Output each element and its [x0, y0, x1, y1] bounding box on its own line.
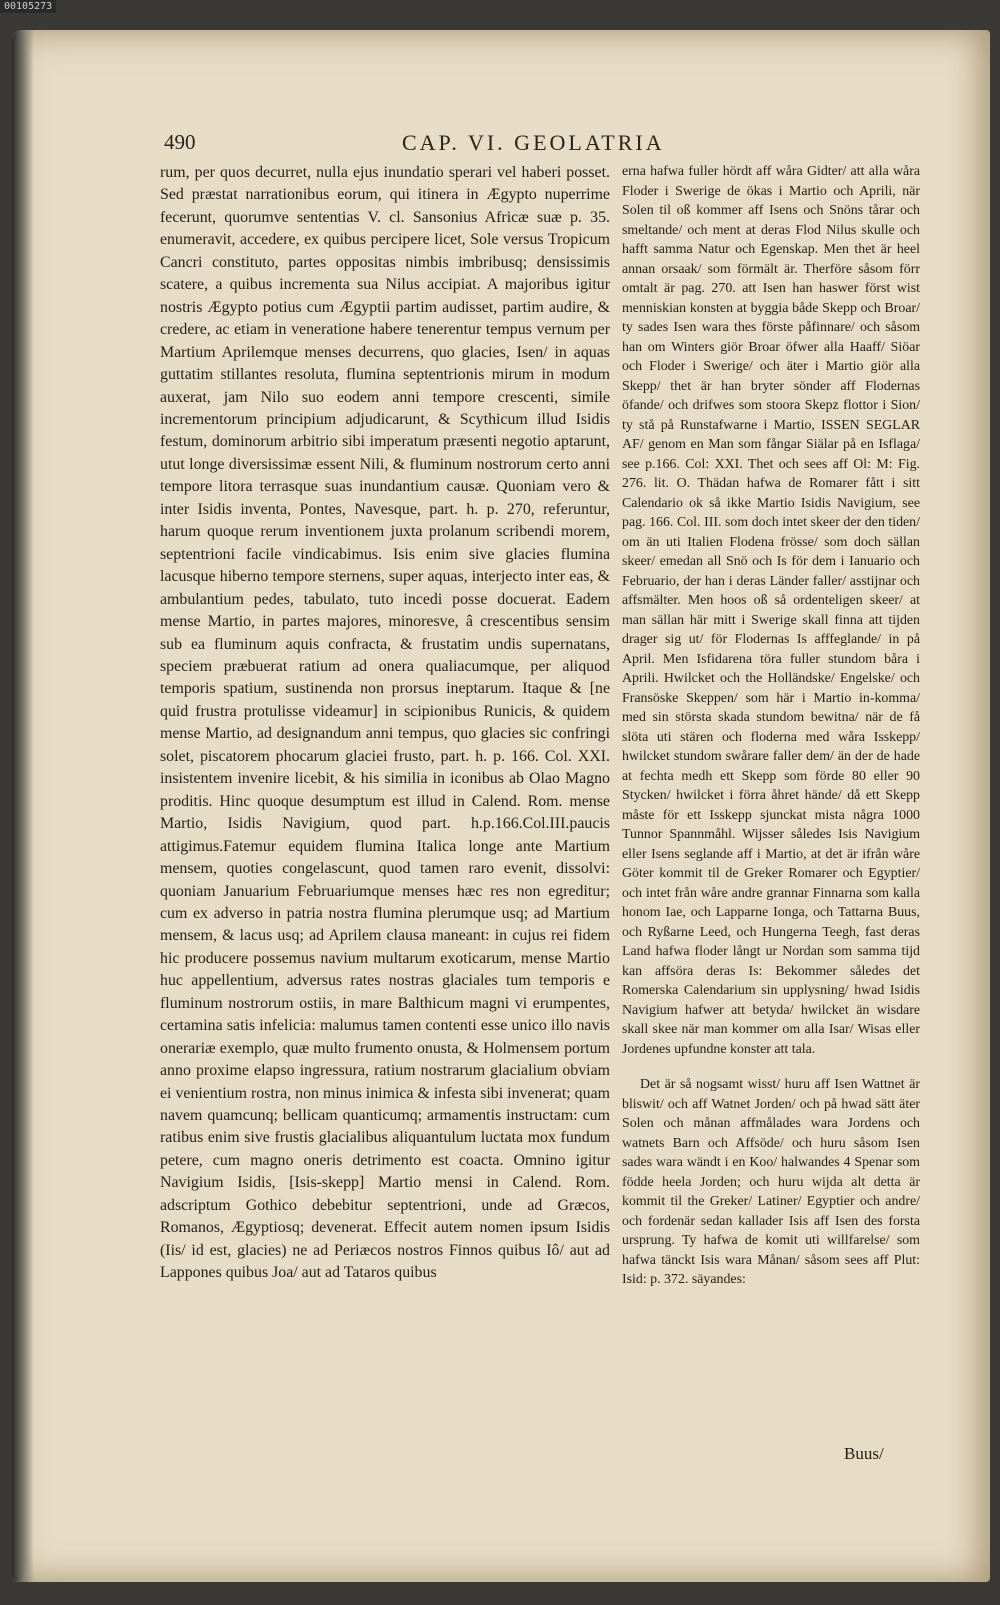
latin-column [160, 162, 610, 1432]
running-title: CAP. VI. GEOLATRIA [402, 130, 665, 155]
book-spine-shadow [12, 30, 34, 1582]
page-number: 490 [164, 130, 196, 154]
scan-id-label: 00105273 [0, 0, 56, 13]
page-header [152, 130, 900, 162]
book-page [12, 30, 990, 1582]
swedish-paragraph-1: erna hafwa fuller hördt aff wåra Gidter/ att alla wåra Floder i Swerige de ökas i Martio och Aprili, när Solen til oß kommer aff Isens och Snöns tårar och smeltande/ och ment at deras Flod Nilus skulle och hafft samma Natur och Egenskap. Men thet är heel annan orsaak/ som förmält är. Therföre såsom förr omtalt är pag. 270. att Isen han haswer först wist menniskian konsten at byggia både Skepp och Broar/ ty sades Isen wara thes förste påfinnare/ och såsom han om Winters giör Broar öfwer alla Haaff/ Siöar och Floder i Swerige/ och äter i Martio giör alla Skepp/ thet är han bryter sönder aff Flodernas öfande/ och drifwes som stoora Skepz flottor i Sion/ ty stå på Runstafwarne i Martio, ISSEN SEGLAR AF/ genom en Man som fångar Siälar på en Isflaga/ see p.166. Col: XXI. Thet och sees aff Ol: M: Fig. 276. lit. O. Thädan hafwa de Romarer fått i sitt Calendario ok så ikke Martio Isidis Navigium, see pag. 166. Col. III. som doch intet skeer der den tiden/ om än uti Italien Flodena frösse/ som doch sällan skeer/ emedan all Snö och Is för dem i Ianuario och Februario, der han i deras Länder faller/ asstijnar och affsmälter. Men hoos oß så ordenteligen skeer/ at man sällan här mitt i Swerige skall finna att tijden drager sig ut/ för Flodernas Is afffeglande/ in på April. Men Isfidarena töra fuller stundom båra i Aprili. Hwilcket och the Holländske/ Engelske/ och Fransöske Skeppen/ som här i Martio in-komma/ med sin största skada stundom bewitna/ när de få slöta uti stären och floderna med wåra Isskepp/ hwilcket stundom swårare faller dem/ än der de hade at fechta medh ett Skepp som förde 80 eller 90 Stycken/ hwilcket i förra åhret hände/ då ett Skepp måste för ett Isskepp sjunckat mista några 1000 Tunnor Spannmåhl. Wijsser således Isis Navigium eller Isens seglande aff i Martio, at det är ifrån wåre Göter kommit til de Greker Romarer och Egyptier/ och intet från wåre andre grannar Finnarna som kalla honom Iae, och Lapparne Ionga, och Tattarna Buus, och Ryßarne Leed, och Hungerna Teegh, fast deras Land hafwa floder långt ur Nordan som samma tijd kan affsöra deras Is: Bekommer således det Romerska Calendarium sin upplysning/ hwad Isidis Navigium hafwer att betyda/ hwilcket än wisdare skall skee när man kommer om alla Isar/ Wisas eller Jordenes upfundne konster att tala. [622, 164, 920, 1057]
swedish-paragraph-2: Det är så nogsamt wisst/ huru aff Isen Wattnet är bliswit/ och aff Watnet Jorden/ och på hwad sätt äter Solen och månan affmålades wara Jordens och watnets Barn och Affsöde/ och huru såsom Isen sades wara wändt i en Koo/ halwandes 4 Spenar som födde heela Jorden; och huru wijda alt detta är kommit til the Greker/ Latiner/ Egyptier och andre/ och fordenär sedan kallader Isis aff Isen des forsta ursprung. Ty hafwa de komit uti willfarelse/ som hafwa tänckt Isis wara Månan/ såsom sees aff Plut: Isid: p. 372. säyandes: [622, 1077, 920, 1287]
swedish-column [622, 162, 920, 1487]
latin-paragraph: rum, per quos decurret, nulla ejus inundatio sperari vel haberi posset. Sed præstat narrationibus eorum, qui itinera in Ægypto nuperrime fecerunt, quorumve sententias V. cl. Sansonius Africæ suæ p. 35. enumeravit, accedere, ex quibus percipere licet, Sole versus Tropicum Cancri constituto, partes oppositas nimbis imbribusq; densissimis scatere, a quibus incrementa sua Nilus accipiat. A majoribus igitur nostris Ægypto potius cum Ægyptii partim audisset, partim audire, & credere, ac etiam in veneratione habere tenerentur tempus vernum per Martium Aprilemque menses decurrens, quo glacies, Isen/ in aquas guttatim stillantes resoluta, flumina septentrionis mirum in modum auxerat, jam Nilo suo eodem anni tempore crescenti, simile incrementorum principium adjudicarunt, & Scythicum illud Isidis festum, dominorum arbitrio sibi imperatum præsenti negotio aptarunt, utut longe diversissimæ essent Nili, & fluminum nostrorum certo anni tempore litora terrasque suas inundantium causæ. Quoniam vero & inter Isidis inventa, Pontes, Navesque, part. h. p. 270, referuntur, harum quoque rerum inventionem juxta prolanum scribendi morem, septentrioni facile vindicabimus. Isis enim sive glacies flumina lacusque hiberno tempore sternens, super aquas, interjecto inter eas, & ambulantium pedes, tabulato, tuto incedi posse docuerat. Eadem mense Martio, in partes majores, minoresve, â crescentibus sensim sub ea fluminum aquis confracta, & frustatim undis supernatans, speciem præbuerat ratium ad onera qualiacumque, per aliquod temporis spatium, sustinenda non prorsus ineptarum. Itaque & [ne quid frustra protulisse videamur] in scipionibus Runicis, & quidem mense Martio, ad designandum anni tempus, quo glacies sic confringi solet, piscatorem phocarum glaciei frusto, part. h. p. 166. Col. XXI. insistentem invenire licebit, & his similia in iconibus ab Olao Magno proditis. Hinc quoque desumptum est illud in Calend. Rom. mense Martio, Isidis Navigium, quod part. h.p.166.Col.III.paucis attigimus.Fatemur equidem flumina Italica longe ante Martium mensem, quoties congelascunt, quod tamen raro evenit, dissolvi: quoniam Januarium Februariumque menses hæc res non egreditur; cum ex adverso in patria nostra flumina plerumque usq; ad Martium mensem, & lacus usq; ad Aprilem clausa maneant: in cujus rei fidem hic producere possemus navium multarum exoticarum, mense Martio huc appellentium, adversus rates nostras glaciales tum temporis e fluminum nostrorum ostiis, in mare Balthicum magni vi erumpentes, certamina satis infelicia: malumus tamen contenti esse unico illo navis onerariæ exemplo, quæ multo frumento onusta, & Holmensem portum anno proxime elapso ingressura, ratium nostrarum glacialium obviam ei venientium rostra, non minus inimica & infesta sibi invenerat; quam navem quamcunq; bellicam quanticumq; armamentis instructam: cum ratibus enim sive frustis glacialibus aliquantulum luctata mox fundum petere, cum magno oneris detrimento est coacta. Omnino igitur Navigium Isidis, [Isis-skepp] Martio mensi in Calend. Rom. adscriptum Gothico debebitur septentrioni, unde ad Græcos, Romanos, Ægyptiosq; devenerat. Effecit autem nomen ipsum Isidis (Iis/ id est, glacies) ne ad Periæcos nostros Finnos quibus Iô/ aut ad Lappones quibus Joa/ aut ad Tataros quibus [160, 164, 610, 1282]
catchword: Buus/ [844, 1444, 884, 1463]
